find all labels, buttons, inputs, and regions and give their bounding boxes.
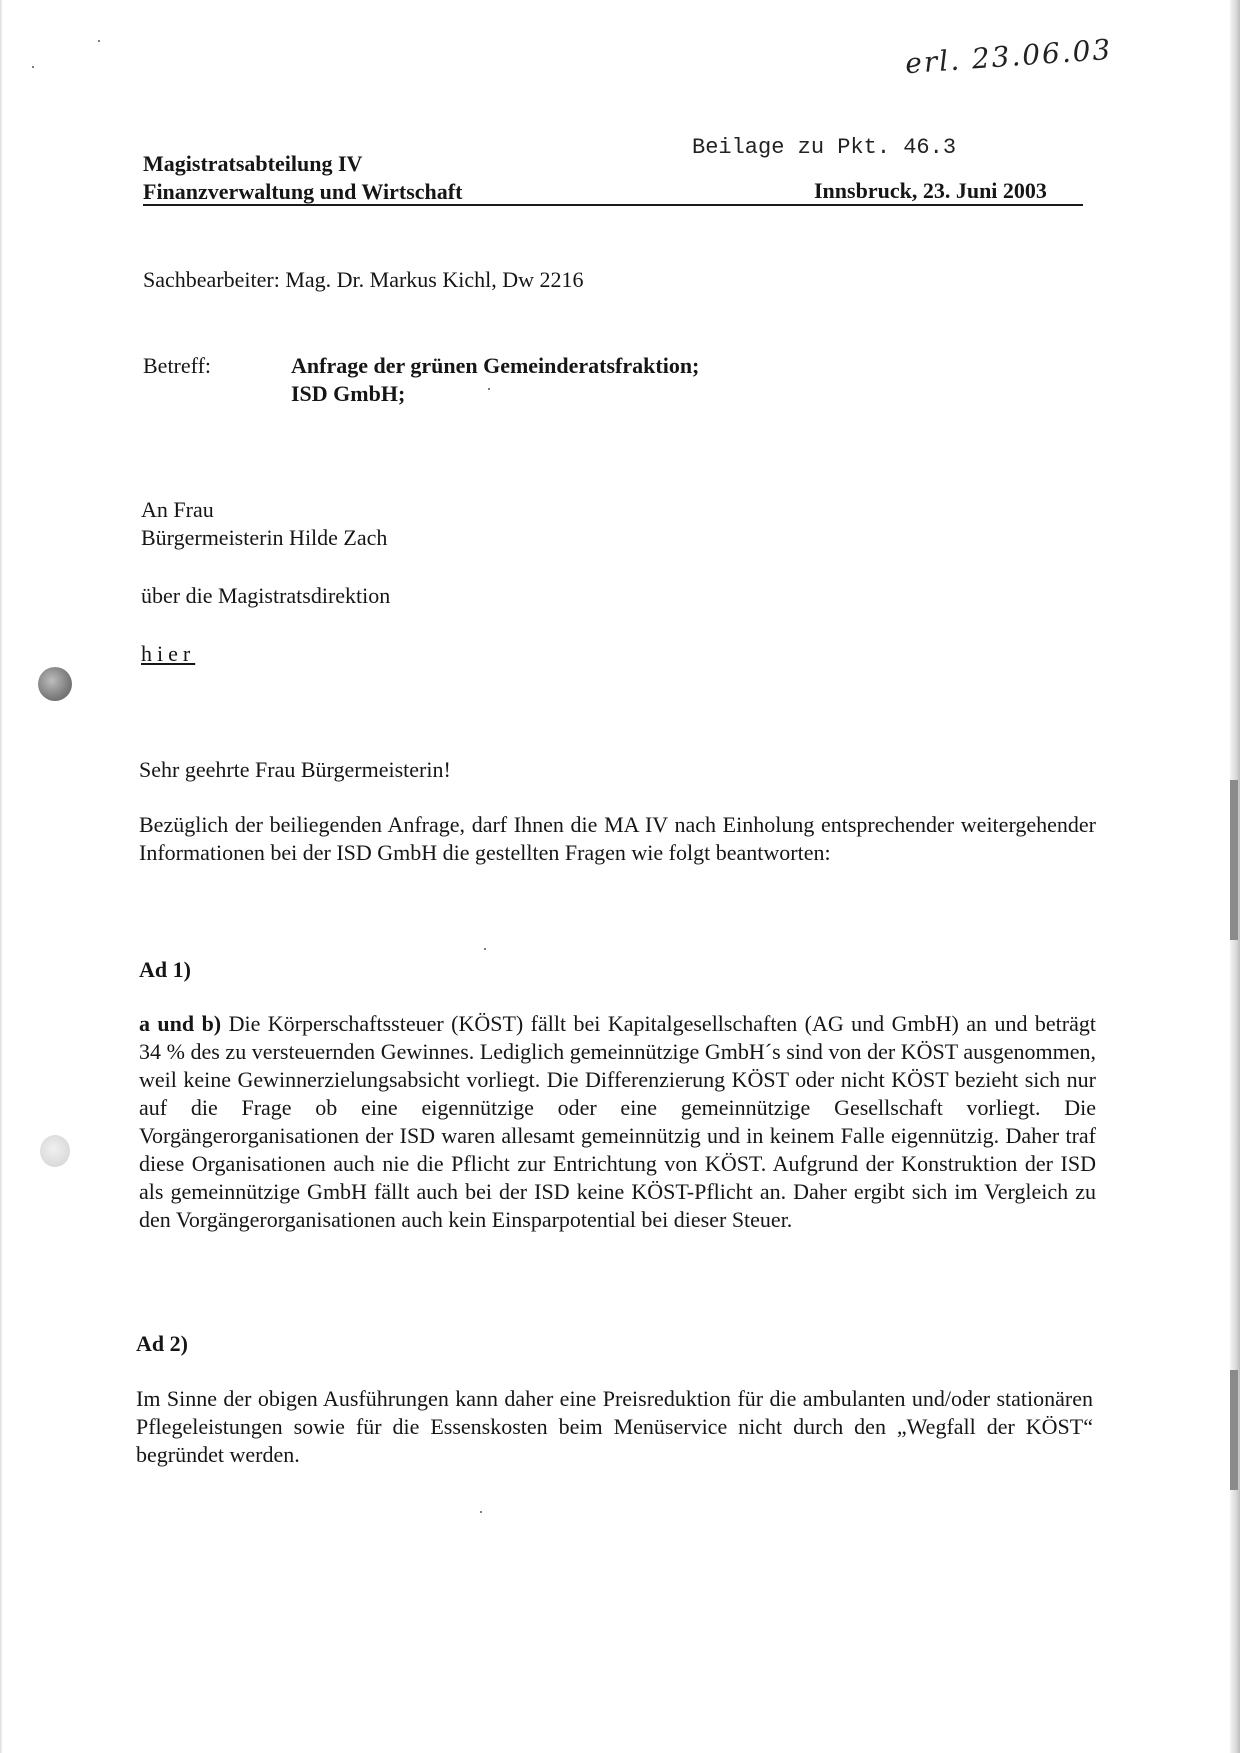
recipient-line-2: Bürgermeisterin Hilde Zach (141, 525, 388, 550)
section-2-heading: Ad 2) (136, 1331, 188, 1356)
punch-hole-faint-icon (40, 1135, 70, 1167)
section-1-paragraph (139, 1010, 1096, 1234)
section-1-body: Die Körperschaftssteuer (KÖST) fällt bei Kapitalgesellschaften (AG und GmbH) an und beträgt 34 % des zu versteuernden Gewinnes. Lediglich gemeinnützige GmbH´s sind von der KÖST ausgenommen, weil keine Gewinnerzielungsabsicht vorliegt. Die Differenzierung KÖST oder nicht KÖST bezieht sich nur auf die Frage ob eine eigennützige oder eine gemeinnützige Gesellschaft vorliegt. Die Vorgängerorganisationen der ISD waren allesamt gemeinnützig und in keinem Falle eigennützig. Daher traf diese Organisationen auch nie die Pflicht zur Entrichtung von KÖST. Aufgrund der Konstruktion der ISD als gemeinnützige GmbH fällt auch bei der ISD keine KÖST-Pflicht an. Daher ergibt sich im Vergleich zu den Vorgängerorganisationen auch kein Einsparpotential bei dieser Steuer. (139, 1011, 1096, 1232)
salutation: Sehr geehrte Frau Bürgermeisterin! (139, 757, 451, 782)
attachment-reference: Beilage zu Pkt. 46.3 (692, 135, 957, 160)
recipient-here: hier (141, 641, 196, 666)
place-date: Innsbruck, 23. Juni 2003 (814, 178, 1047, 203)
scan-right-edge (1230, 0, 1240, 1753)
section-2-paragraph: Im Sinne der obigen Ausführungen kann daher eine Preisreduktion für die ambulanten und/oder stationären Pflegeleistungen sowie für die Essenskosten beim Menüservice nicht durch den „Wegfall der KÖST“ begründet werden. (136, 1386, 1093, 1467)
department-name: Magistratsabteilung IV (143, 151, 363, 176)
handwritten-note: erl. 23.06.03 (904, 32, 1114, 81)
subject-line-2: ISD GmbH; (291, 381, 406, 406)
section-1-lead: a und b) (139, 1011, 222, 1036)
subject-label: Betreff: (143, 353, 212, 378)
subject-text (291, 352, 699, 408)
recipient-via: über die Magistratsdirektion (141, 583, 391, 608)
scan-speck (484, 948, 486, 950)
scan-speck (480, 1511, 482, 1513)
recipient-line-1: An Frau (141, 497, 214, 522)
division-name: Finanzverwaltung und Wirtschaft (143, 179, 463, 204)
header-rule (143, 204, 1083, 206)
scan-speck (32, 66, 34, 68)
scan-speck (98, 40, 100, 42)
intro-paragraph: Bezüglich der beiliegenden Anfrage, darf Ihnen die MA IV nach Einholung entsprechender weitergehender Informationen bei der ISD GmbH die gestellten Fragen wie folgt beantworten: (139, 812, 1096, 865)
letterhead (143, 150, 462, 206)
section-1-heading: Ad 1) (139, 957, 191, 982)
recipient-block (141, 496, 387, 552)
subject-line-1: Anfrage der grünen Gemeinderatsfraktion; (291, 353, 700, 378)
clerk-line: Sachbearbeiter: Mag. Dr. Markus Kichl, Dw 2216 (143, 267, 584, 292)
scan-left-edge (0, 0, 3, 1753)
punch-hole-icon (38, 667, 72, 701)
